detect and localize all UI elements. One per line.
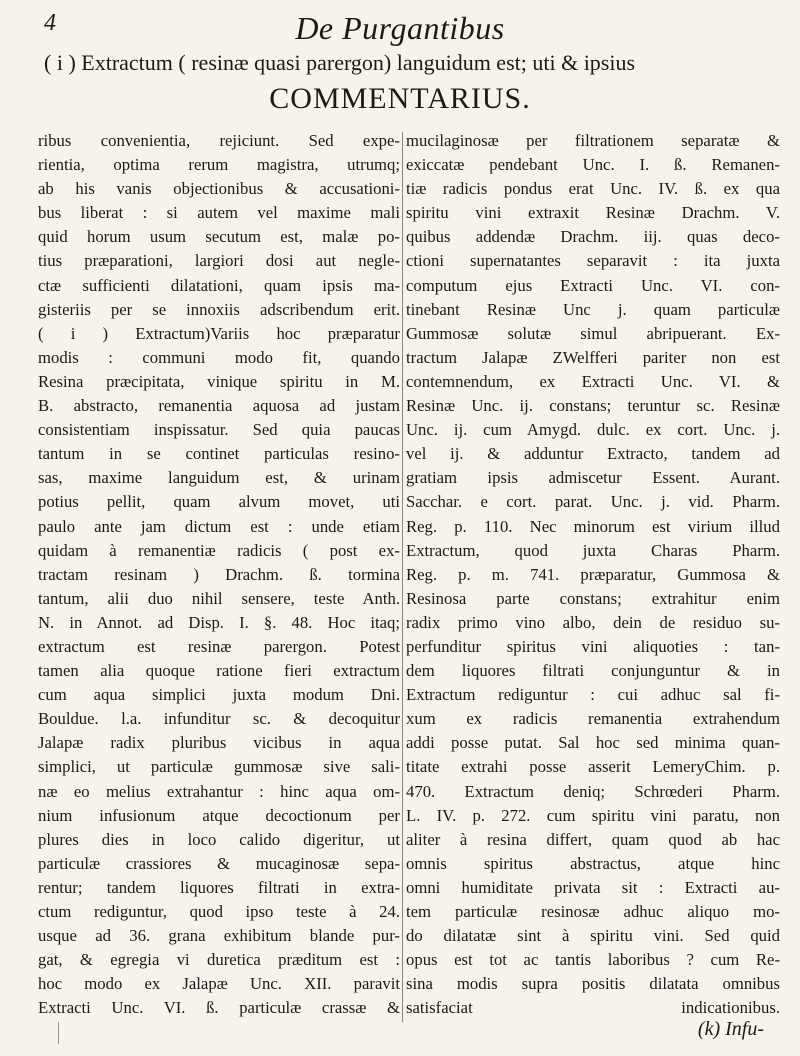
- text-line: Extracti Unc. VI. ß. particulæ crassæ &: [38, 998, 400, 1018]
- text-line: hoc modo ex Jalapæ Unc. XII. paravit: [38, 974, 400, 994]
- section-heading: COMMENTARIUS.: [269, 82, 531, 115]
- lead-line: ( i ) Extractum ( resinæ quasi parergon) languidum est; uti & ipsius: [44, 50, 636, 75]
- catchword: (k) Infu-: [697, 1018, 764, 1040]
- text-line: perfunditur spiritus vini aliquoties : tan-: [406, 636, 780, 656]
- text-line: gratiam ipsis admiscetur Essent. Aurant.: [406, 468, 780, 488]
- text-line: plures dies in loco calido digeritur, ut: [38, 829, 400, 849]
- text-line: addi posse putat. Sal hoc sed minima quan-: [406, 733, 780, 753]
- text-line: titate extrahi posse asserit LemeryChim. p.: [406, 757, 780, 777]
- text-line: ribus convenientia, rejiciunt. Sed expe-: [38, 131, 400, 150]
- text-line: modis : communi modo fit, quando: [38, 347, 400, 367]
- text-line: ctæ sufficienti dilatationi, quam ipsis ma-: [38, 275, 400, 295]
- text-line: exiccatæ pendebant Unc. I. ß. Remanen-: [406, 155, 780, 175]
- text-line: N. in Annot. ad Disp. I. §. 48. Hoc itaq;: [38, 612, 400, 632]
- text-line: Reg. p. 110. Nec minorum est virium illud: [406, 516, 780, 536]
- text-line: Reg. p. m. 741. præparatur, Gummosa &: [406, 564, 780, 584]
- text-line: dem liquores filtrati conjunguntur & in: [406, 661, 780, 681]
- column-divider: [402, 132, 403, 1022]
- text-line: aliter à resina differt, quam quod ab hac: [406, 829, 780, 849]
- text-line: tantum in se continet particulas resino-: [38, 444, 400, 464]
- text-line: satisfaciat indicationibus.: [406, 998, 780, 1018]
- text-line: Sacchar. e cort. parat. Unc. j. vid. Pharm.: [406, 492, 780, 512]
- text-line: opus est tot ac tantis laboribus ? cum Re-: [406, 950, 780, 970]
- text-line: vel ij. & adduntur Extracto, tandem ad: [406, 444, 780, 464]
- text-line: L. IV. p. 272. cum spiritu vini paratu, non: [406, 805, 780, 825]
- text-line: tractum Jalapæ ZWelfferi pariter non est: [406, 347, 780, 367]
- text-line: rentur; tandem liquores filtrati in extra-: [38, 877, 400, 897]
- text-line: Resinæ Unc. ij. constans; teruntur sc. Resinæ: [406, 396, 780, 416]
- text-line: potius pellit, quam alvum movet, uti: [38, 492, 400, 512]
- text-line: Bouldue. l.a. infunditur sc. & decoquitur: [38, 709, 400, 729]
- text-line: tantum, alii duo nihil sensere, teste Anth.: [38, 588, 400, 608]
- text-line: contemnendum, ex Extracti Unc. VI. &: [406, 371, 780, 391]
- text-line: quid horum usum secutum est, malæ po-: [38, 227, 400, 247]
- text-line: paulo ante jam dictum est : unde etiam: [38, 516, 400, 536]
- text-line: ctum rediguntur, quod ipso teste à 24.: [38, 902, 400, 921]
- text-line: Unc. ij. cum Amygd. dulc. ex cort. Unc. j.: [406, 420, 780, 440]
- text-line: do dilatatæ sint à spiritu vini. Sed quid: [406, 926, 780, 946]
- text-line: quidam à remanentiæ radicis ( post ex-: [38, 540, 400, 560]
- text-line: sina modis supra positis dilatata omnibus: [406, 974, 780, 994]
- text-line: tem particulæ resinosæ adhuc aliquo mo-: [406, 902, 780, 921]
- page-number: 4: [44, 10, 56, 36]
- text-line: ab his vanis objectionibus & accusationi-: [38, 179, 400, 199]
- right-text-column: [406, 129, 780, 1020]
- text-line: næ eo melius extrahantur : hinc aqua om-: [38, 781, 400, 801]
- text-line: particulæ crassiores & mucaginosæ sepa-: [38, 853, 400, 873]
- text-line: tamen alia quoque ratione fieri extractum: [38, 661, 400, 681]
- text-line: sas, maxime languidum est, & urinam: [38, 468, 400, 488]
- text-line: tractam resinam ) Drachm. ß. tormina: [38, 564, 400, 584]
- text-line: rientia, optima rerum magistra, utrumq;: [38, 155, 400, 175]
- text-line: ( i ) Extractum)Variis hoc præparatur: [38, 323, 400, 343]
- left-text-column: [38, 129, 400, 1020]
- text-line: consistentiam inspissatur. Sed quia paucas: [38, 420, 400, 440]
- text-line: computum ejus Extracti Unc. VI. con-: [406, 275, 780, 295]
- text-line: gat, & egregia vi duretica præditum est :: [38, 950, 400, 970]
- text-line: B. abstracto, remanentia aquosa ad justam: [38, 396, 400, 416]
- text-line: extractum est resinæ parergon. Potest: [38, 636, 400, 656]
- text-line: usque ad 36. grana exhibitum blande pur-: [38, 926, 400, 946]
- text-line: omnis spiritus abstractus, atque hinc: [406, 853, 780, 873]
- text-line: Resina præcipitata, vinique spiritu in M.: [38, 371, 400, 391]
- text-line: Resinosa parte constans; extrahitur enim: [406, 588, 780, 608]
- text-line: Extractum, quod juxta Charas Pharm.: [406, 540, 780, 560]
- text-line: tius præparationi, largiori dosi aut negle-: [38, 251, 400, 271]
- text-line: quibus addendæ Drachm. iij. quas deco-: [406, 227, 780, 247]
- text-line: mucilaginosæ per filtrationem separatæ &: [406, 131, 780, 150]
- text-line: radix primo vino albo, dein de residuo su-: [406, 612, 780, 632]
- text-line: simplici, ut particulæ gummosæ sive sali-: [38, 757, 400, 777]
- running-head: De Purgantibus: [295, 10, 505, 46]
- text-line: tiæ radicis pondus erat Unc. IV. ß. ex qua: [406, 179, 780, 199]
- text-line: cum aqua simplici juxta modum Dni.: [38, 685, 400, 705]
- text-line: Extractum rediguntur : cui adhuc sal fi-: [406, 685, 780, 705]
- text-line: 470. Extractum deniq; Schrœderi Pharm.: [406, 781, 780, 801]
- text-line: Gummosæ solutæ simul abripuerant. Ex-: [406, 323, 780, 343]
- text-line: gisteriis per se innoxiis adscribendum erit.: [38, 299, 400, 319]
- text-line: Jalapæ radix pluribus vicibus in aqua: [38, 733, 400, 753]
- text-line: ctioni supernatantes separavit : ita juxta: [406, 251, 780, 271]
- text-line: spiritu vini extraxit Resinæ Drachm. V.: [406, 203, 780, 223]
- text-line: xum ex radicis remanentia extrahendum: [406, 709, 780, 729]
- text-line: omni humiditate privata sit : Extracti au-: [406, 877, 780, 897]
- text-line: tinebant Resinæ Unc j. quam particulæ: [406, 299, 780, 319]
- text-line: bus liberat : si autem vel maxime mali: [38, 203, 400, 223]
- page-margin-mark: [58, 1022, 81, 1044]
- text-line: nium infusionum atque decoctionum per: [38, 805, 400, 825]
